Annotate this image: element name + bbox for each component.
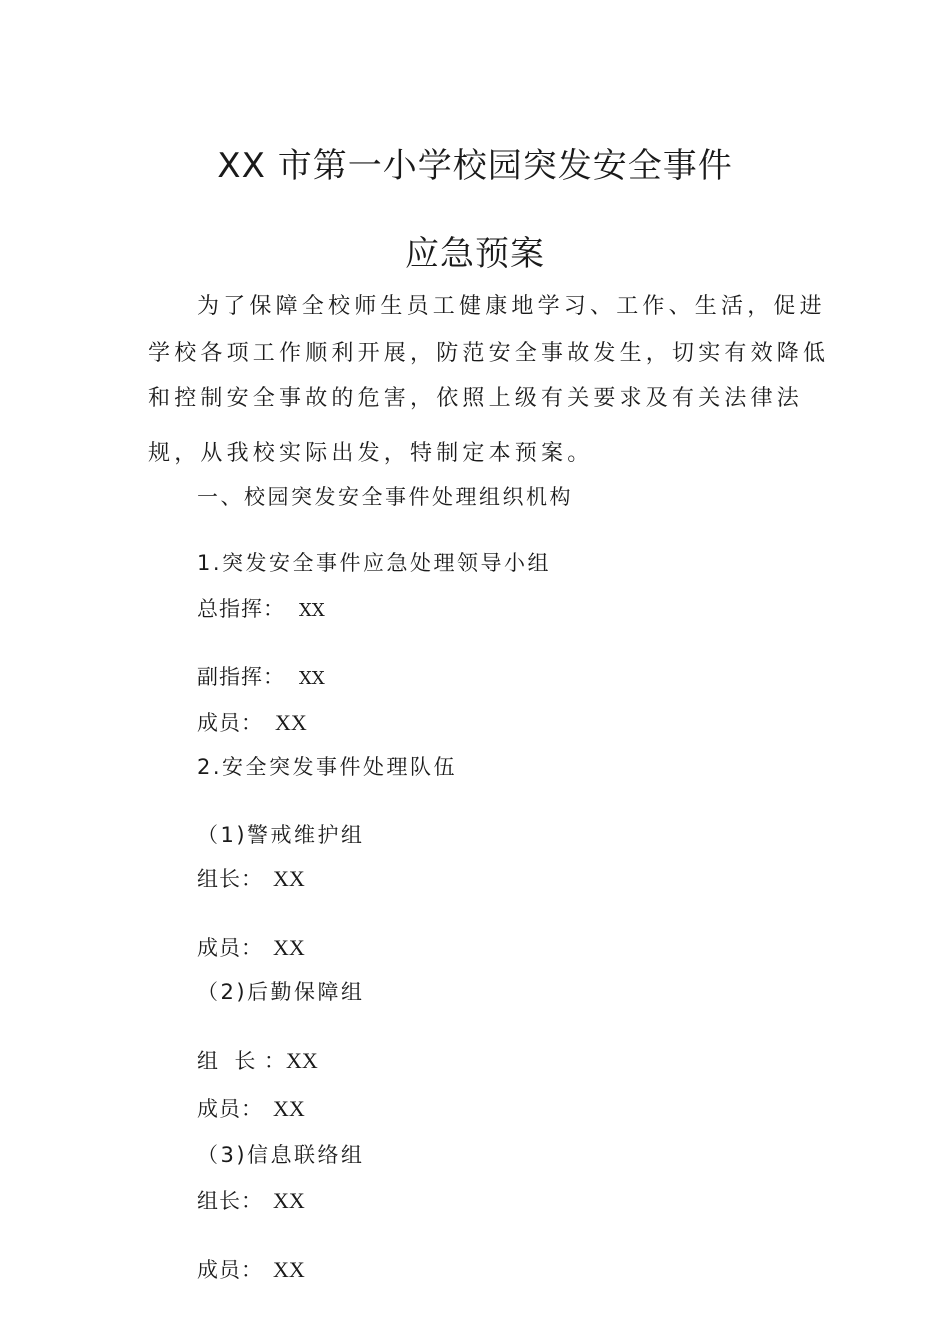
leadership-members-label: 成员： xyxy=(197,711,263,735)
intro-line-4: 规，从我校实际出发，特制定本预案。 xyxy=(148,441,594,466)
team-2-leader-value: XX xyxy=(286,1048,318,1073)
team-3-members-value: XX xyxy=(273,1257,305,1282)
subheading-leadership-group: 1.突发安全事件应急处理领导小组 xyxy=(197,551,552,575)
team-heading-communication: （3)信息联络组 xyxy=(197,1143,365,1167)
leadership-members-value: XX xyxy=(275,710,307,735)
vice-commander-value: XX xyxy=(299,668,325,689)
team-heading-security: （1)警戒维护组 xyxy=(197,823,365,847)
intro-line-1: 为了保障全校师生员工健康地学习、工作、生活，促进 xyxy=(197,294,826,319)
team-1-members-row xyxy=(197,932,305,962)
team-2-members-row xyxy=(197,1093,305,1123)
team-3-members-label: 成员： xyxy=(197,1258,263,1282)
commander-value: XX xyxy=(299,600,325,621)
team-2-leader-row xyxy=(197,1045,318,1075)
team-1-leader-label: 组长： xyxy=(197,867,263,891)
team-3-leader-row xyxy=(197,1185,305,1215)
team-2-members-label: 成员： xyxy=(197,1097,263,1121)
team-1-leader-row xyxy=(197,863,305,893)
document-title-line-1: XX 市第一小学校园突发安全事件 xyxy=(217,146,733,186)
subheading-response-teams: 2.安全突发事件处理队伍 xyxy=(197,755,458,779)
team-3-leader-label: 组长： xyxy=(197,1189,263,1213)
leadership-members-row xyxy=(197,707,307,737)
section-heading-organization: 一、校园突发安全事件处理组织机构 xyxy=(197,485,573,509)
vice-commander-row xyxy=(197,661,325,691)
intro-line-3: 和控制安全事故的危害，依照上级有关要求及有关法律法 xyxy=(148,386,804,411)
document-title-line-2: 应急预案 xyxy=(405,234,545,274)
team-2-members-value: XX xyxy=(273,1096,305,1121)
team-3-members-row xyxy=(197,1254,305,1284)
intro-line-2: 学校各项工作顺利开展，防范安全事故发生，切实有效降低 xyxy=(148,341,830,366)
team-3-leader-value: XX xyxy=(273,1188,305,1213)
team-heading-logistics: （2)后勤保障组 xyxy=(197,980,365,1004)
vice-commander-label: 副指挥： xyxy=(197,665,285,689)
team-1-members-label: 成员： xyxy=(197,936,263,960)
commander-row xyxy=(197,593,325,623)
team-2-leader-label: 组 长 ： xyxy=(197,1049,287,1073)
team-1-leader-value: XX xyxy=(273,866,305,891)
team-1-members-value: XX xyxy=(273,935,305,960)
commander-label: 总指挥： xyxy=(197,597,285,621)
